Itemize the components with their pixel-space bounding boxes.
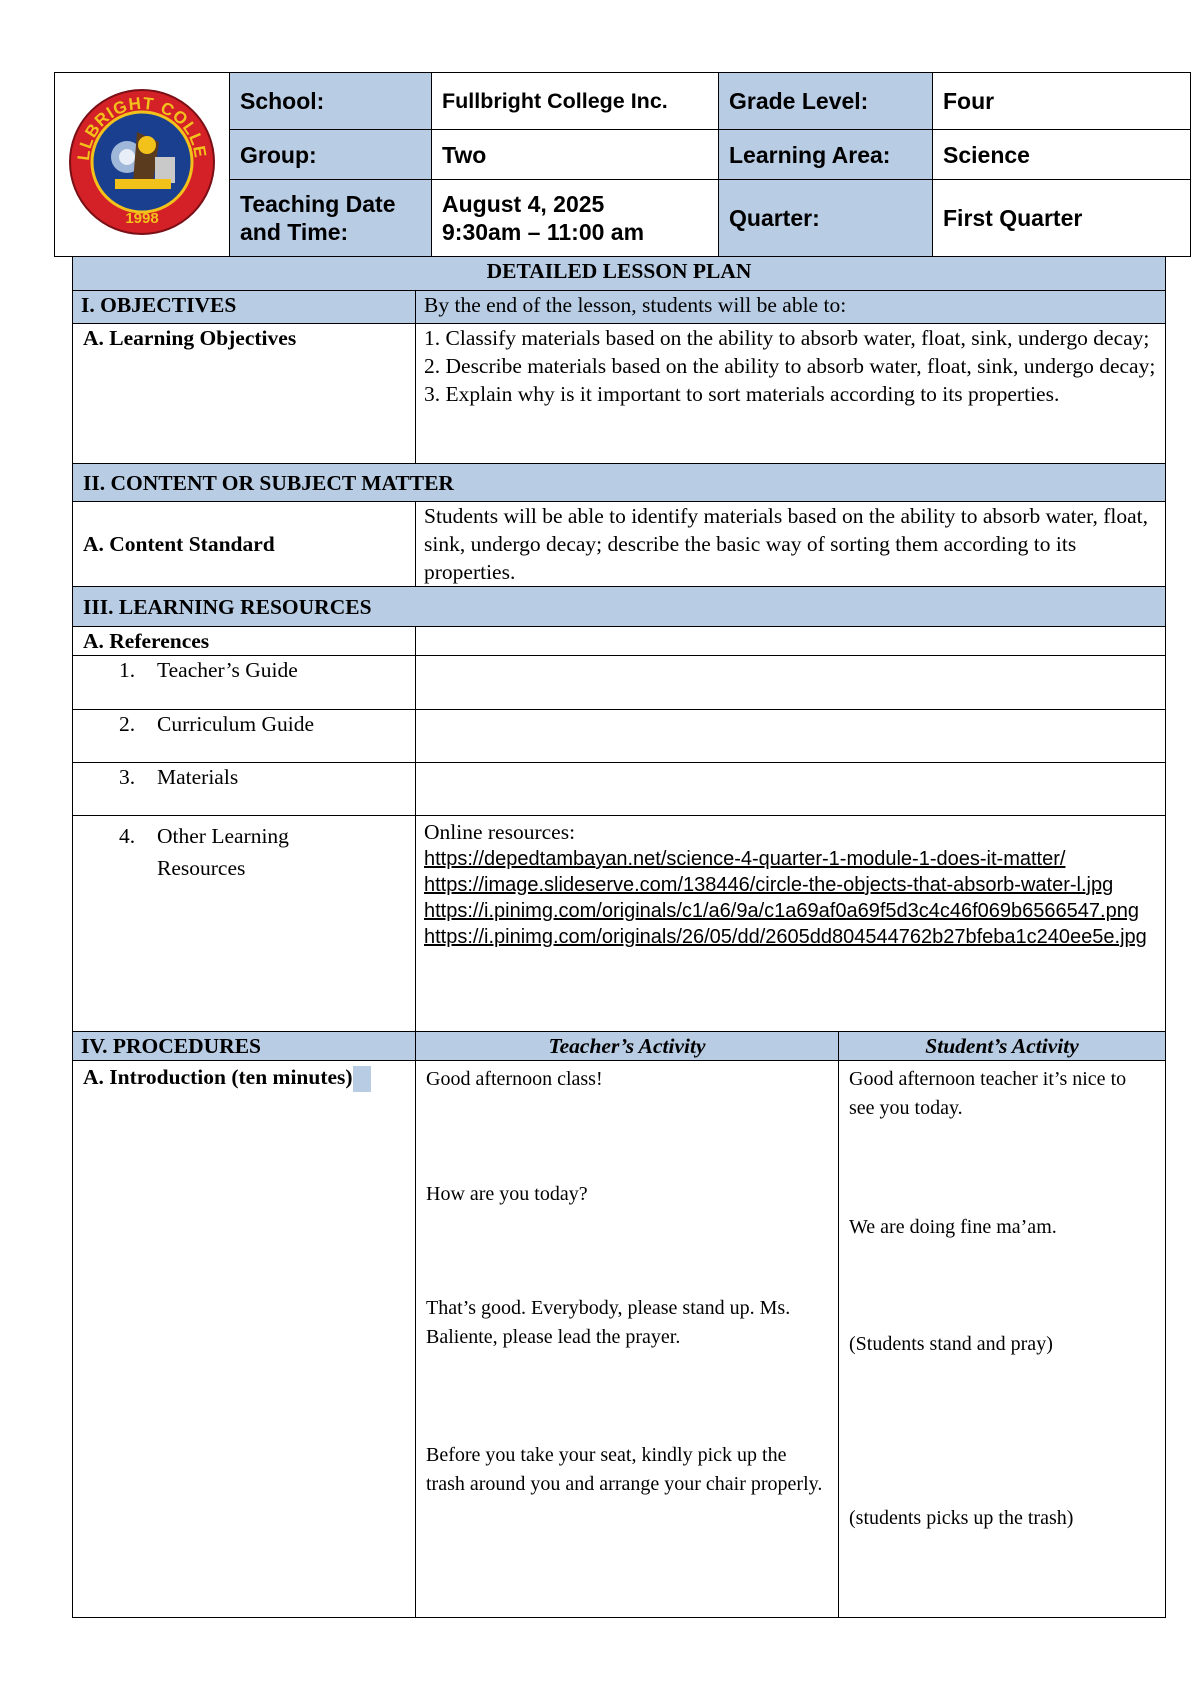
header-table	[54, 72, 1191, 257]
teacher-line: That’s good. Everybody, please stand up. Ms. Baliente, please lead the prayer.	[426, 1297, 791, 1348]
teacher-line: How are you today?	[426, 1183, 588, 1205]
learning-objectives-label: A. Learning Objectives	[73, 324, 416, 464]
reference-label: Teacher’s Guide	[157, 658, 298, 682]
objective-item: 1. Classify materials based on the ability to absorb water, float, sink, undergo decay;	[424, 326, 1150, 350]
objectives-heading: I. OBJECTIVES	[73, 291, 416, 324]
teaching-date-value	[432, 180, 719, 257]
school-logo-cell	[55, 73, 230, 257]
procedures-heading: IV. PROCEDURES	[73, 1032, 416, 1061]
lesson-plan-table	[72, 256, 1166, 1618]
quarter-value: First Quarter	[933, 180, 1191, 257]
online-resources-label: Online resources:	[424, 820, 576, 844]
lesson-plan-title: DETAILED LESSON PLAN	[73, 257, 1166, 291]
reference-value	[416, 656, 1166, 710]
introduction-label	[73, 1061, 416, 1618]
objectives-intro: By the end of the lesson, students will be able to:	[416, 291, 1166, 324]
group-label: Group:	[230, 130, 432, 180]
student-activity-column	[839, 1061, 1166, 1618]
school-value: Fullbright College Inc.	[432, 73, 719, 130]
teaching-date-label-line1: Teaching Date	[240, 191, 396, 217]
student-line: We are doing fine ma’am.	[849, 1216, 1057, 1238]
reference-number: 1.	[119, 658, 136, 682]
learning-objectives-list	[416, 324, 1166, 464]
resource-link[interactable]: https://depedtambayan.net/science-4-quarter-1-module-1-does-it-matter/	[424, 848, 1066, 870]
resource-link[interactable]: https://image.slideserve.com/138446/circle-the-objects-that-absorb-water-l.jpg	[424, 874, 1114, 896]
reference-number: 3.	[119, 765, 136, 789]
references-label: A. References	[73, 627, 416, 656]
learning-area-label: Learning Area:	[719, 130, 933, 180]
grade-level-value: Four	[933, 73, 1191, 130]
references-value	[416, 627, 1166, 656]
reference-item	[73, 710, 416, 763]
content-heading: II. CONTENT OR SUBJECT MATTER	[73, 464, 1166, 502]
objective-item: 2. Describe materials based on the ability to absorb water, float, sink, undergo decay;	[424, 354, 1156, 378]
student-line: (students picks up the trash)	[849, 1507, 1074, 1529]
content-standard-label: A. Content Standard	[73, 502, 416, 587]
reference-item	[73, 816, 416, 1032]
content-standard-text: Students will be able to identify materials based on the ability to absorb water, float, sink, undergo decay; describe the basic way of sorting them according to its properties.	[416, 502, 1166, 587]
resources-heading: III. LEARNING RESOURCES	[73, 587, 1166, 627]
reference-label: Materials	[157, 765, 239, 789]
logo-year: 1998	[125, 209, 159, 227]
school-label: School:	[230, 73, 432, 130]
logo-ring-text: LLBRIGHT COLLE	[73, 93, 211, 162]
student-activity-heading: Student’s Activity	[839, 1032, 1166, 1061]
group-value: Two	[432, 130, 719, 180]
teacher-activity-heading: Teacher’s Activity	[416, 1032, 839, 1061]
reference-item	[73, 763, 416, 816]
teacher-line: Before you take your seat, kindly pick up the trash around you and arrange your chair properly.	[426, 1444, 823, 1495]
learning-area-value: Science	[933, 130, 1191, 180]
teaching-time: 9:30am – 11:00 am	[442, 219, 645, 245]
reference-value	[416, 710, 1166, 763]
reference-label: Curriculum Guide	[157, 712, 315, 736]
objective-item: 3. Explain why is it important to sort materials according to its properties.	[424, 382, 1060, 406]
online-resources	[416, 816, 1166, 1032]
introduction-label-text: A. Introduction (ten minutes)	[83, 1065, 353, 1089]
resource-link[interactable]: https://i.pinimg.com/originals/c1/a6/9a/c1a69af0a69f5d3c4c46f069b6566547.png	[424, 900, 1139, 922]
teaching-date-label-line2: and Time:	[240, 219, 349, 245]
teaching-date: August 4, 2025	[442, 191, 605, 217]
grade-level-label: Grade Level:	[719, 73, 933, 130]
highlight-marker	[353, 1066, 371, 1092]
school-logo	[67, 87, 217, 237]
reference-number: 4.	[119, 824, 136, 848]
teacher-line: Good afternoon class!	[426, 1068, 603, 1090]
teacher-activity-column	[416, 1061, 839, 1618]
student-line: Good afternoon teacher it’s nice to see you today.	[849, 1068, 1127, 1119]
reference-number: 2.	[119, 712, 136, 736]
reference-value	[416, 763, 1166, 816]
reference-item	[73, 656, 416, 710]
teaching-date-label	[230, 180, 432, 257]
quarter-label: Quarter:	[719, 180, 933, 257]
resource-link[interactable]: https://i.pinimg.com/originals/26/05/dd/2605dd804544762b27bfeba1c240ee5e.jpg	[424, 926, 1147, 948]
student-line: (Students stand and pray)	[849, 1333, 1053, 1355]
reference-label: Other Learning Resources	[157, 824, 289, 880]
